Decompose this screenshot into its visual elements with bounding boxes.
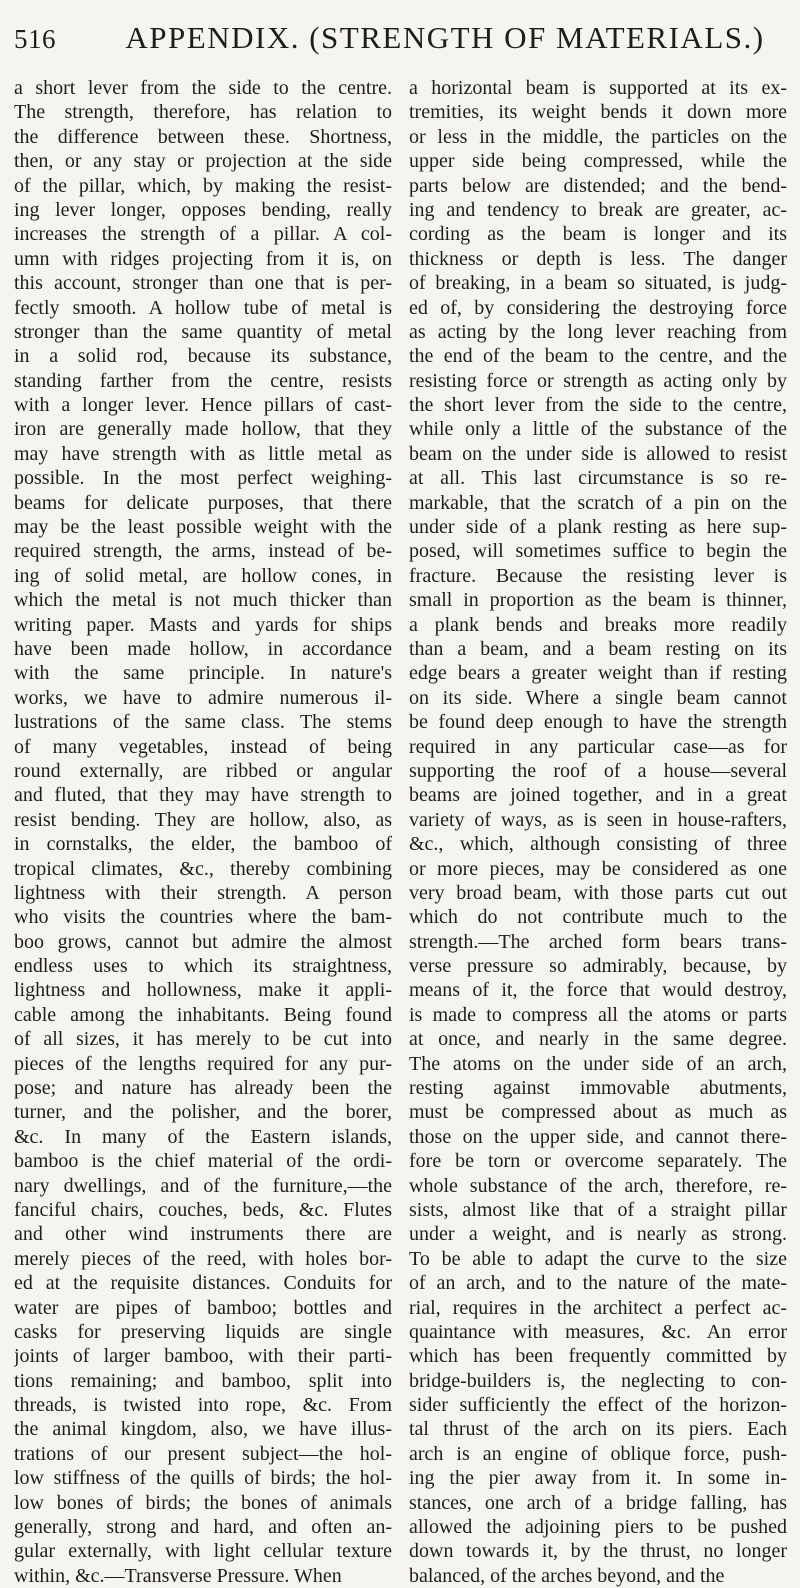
text-line: fracture. Because the resisting lever is bbox=[409, 564, 787, 587]
text-line: ed of, by considering the destroying force bbox=[409, 296, 787, 319]
text-line: upper side being compressed, while the bbox=[409, 150, 787, 173]
text-line: on its side. Where a single beam cannot bbox=[409, 686, 787, 709]
text-line: increases the strength of a pillar. A col- bbox=[14, 223, 392, 246]
text-line: merely pieces of the reed, with holes bor- bbox=[14, 1247, 392, 1270]
text-line: while only a little of the substance of the bbox=[409, 418, 787, 441]
text-line: means of it, the force that would destroy, bbox=[409, 979, 787, 1002]
text-line: at all. This last circumstance is so re- bbox=[409, 467, 787, 490]
page-number: 516 bbox=[14, 24, 56, 54]
text-line: small in proportion as the beam is thinner, bbox=[409, 589, 787, 612]
text-line: generally, strong and hard, and often an- bbox=[14, 1516, 392, 1539]
text-line: may have strength with as little metal as bbox=[14, 442, 392, 465]
text-line: tions remaining; and bamboo, split into bbox=[14, 1369, 392, 1392]
text-line: under side of a plank resting as here sup- bbox=[409, 516, 787, 539]
text-line: with the same principle. In nature's bbox=[14, 662, 392, 685]
text-line: trations of our present subject—the hol- bbox=[14, 1442, 392, 1465]
text-line: may be the least possible weight with the bbox=[14, 516, 392, 539]
text-line: whole substance of the arch, therefore, re- bbox=[409, 1174, 787, 1197]
text-line: must be compressed about as much as bbox=[409, 1101, 787, 1124]
text-line: writing paper. Masts and yards for ships bbox=[14, 613, 392, 636]
text-line: a plank bends and breaks more readily bbox=[409, 613, 787, 636]
text-line: resist bending. They are hollow, also, as bbox=[14, 808, 392, 831]
text-line: pose; and nature has already been the bbox=[14, 1077, 392, 1100]
text-line: variety of ways, as is seen in house-rafters, bbox=[409, 808, 787, 831]
text-line: umn with ridges projecting from it is, on bbox=[14, 247, 392, 270]
text-line: ing the pier away from it. In some in- bbox=[409, 1467, 787, 1490]
text-line: stronger than the same quantity of metal bbox=[14, 320, 392, 343]
running-head: APPENDIX. (STRENGTH OF MATERIALS.) bbox=[125, 20, 765, 55]
text-line: with a longer lever. Hence pillars of cast- bbox=[14, 394, 392, 417]
text-line: standing farther from the centre, resists bbox=[14, 369, 392, 392]
text-line: in cornstalks, the elder, the bamboo of bbox=[14, 833, 392, 856]
text-line: beams for delicate purposes, that there bbox=[14, 491, 392, 514]
text-line: joints of larger bamboo, with their parti- bbox=[14, 1345, 392, 1368]
text-line: than a beam, and a beam resting on its bbox=[409, 637, 787, 660]
text-line: balanced, of the arches beyond, and the bbox=[409, 1564, 725, 1587]
text-line: cording as the beam is longer and its bbox=[409, 223, 787, 246]
text-line: works, we have to admire numerous il- bbox=[14, 686, 392, 709]
text-line: gular externally, with light cellular texture bbox=[14, 1540, 392, 1563]
text-line: bamboo is the chief material of the ordi- bbox=[14, 1150, 392, 1173]
text-line: allowed the adjoining piers to be pushed bbox=[409, 1516, 787, 1539]
text-line: have been made hollow, in accordance bbox=[14, 637, 392, 660]
text-line: within, &c.—Transverse Pressure. When bbox=[14, 1564, 342, 1587]
text-line: tremities, its weight bends it down more bbox=[409, 101, 787, 124]
text-line: boo grows, cannot but admire the almost bbox=[14, 930, 392, 953]
text-line: then, or any stay or projection at the side bbox=[14, 150, 392, 173]
text-line: which the metal is not much thicker than bbox=[14, 589, 392, 612]
text-line: those on the upper side, and cannot there- bbox=[409, 1125, 787, 1148]
text-line: the difference between these. Shortness, bbox=[14, 125, 392, 148]
text-line: round externally, are ribbed or angular bbox=[14, 759, 392, 782]
text-line: tal thrust of the arch on its piers. Each bbox=[409, 1418, 787, 1441]
text-line: a short lever from the side to the centre. bbox=[14, 77, 392, 99]
text-line: a horizontal beam is supported at its ex- bbox=[409, 77, 787, 99]
text-line: threads, is twisted into rope, &c. From bbox=[14, 1394, 392, 1417]
text-line: of an arch, and to the nature of the mate- bbox=[409, 1272, 787, 1295]
text-line: required strength, the arms, instead of be- bbox=[14, 540, 392, 563]
page-header bbox=[14, 18, 786, 64]
text-line: cable among the inhabitants. Being found bbox=[14, 1003, 392, 1026]
text-line: endless uses to which its straightness, bbox=[14, 955, 392, 978]
text-line: arch is an engine of oblique force, push- bbox=[409, 1442, 787, 1465]
text-line: thickness or depth is less. The danger bbox=[409, 247, 787, 270]
text-line: sists, almost like that of a straight pillar bbox=[409, 1198, 787, 1221]
text-line: &c. In many of the Eastern islands, bbox=[14, 1125, 392, 1148]
text-line: beam on the under side is allowed to resist bbox=[409, 442, 787, 465]
text-line: lightness with their strength. A person bbox=[14, 881, 392, 904]
text-line: this account, stronger than one that is per- bbox=[14, 272, 392, 295]
text-line: pieces of the lengths required for any pur- bbox=[14, 1052, 392, 1075]
text-line: posed, will sometimes suffice to begin the bbox=[409, 540, 787, 563]
text-line: or less in the middle, the particles on the bbox=[409, 125, 787, 148]
text-line: lightness and hollowness, make it appli- bbox=[14, 979, 392, 1002]
text-line: The atoms on the under side of an arch, bbox=[409, 1052, 787, 1075]
left-column bbox=[14, 76, 392, 1588]
text-line: required in any particular case—as for bbox=[409, 735, 787, 758]
text-line: &c., which, although consisting of three bbox=[409, 833, 787, 856]
text-line: of all sizes, it has merely to be cut into bbox=[14, 1028, 392, 1051]
text-line: The strength, therefore, has relation to bbox=[14, 101, 392, 124]
text-line: lustrations of the same class. The stems bbox=[14, 711, 392, 734]
text-line: or more pieces, may be considered as one bbox=[409, 857, 787, 880]
text-line: of many vegetables, instead of being bbox=[14, 735, 392, 758]
text-line: and other wind instruments there are bbox=[14, 1223, 392, 1246]
text-line: which do not contribute much to the bbox=[409, 906, 787, 929]
text-line: fore be torn or overcome separately. The bbox=[409, 1150, 787, 1173]
text-line: down towards it, by the thrust, no longer bbox=[409, 1540, 787, 1563]
text-line: fectly smooth. A hollow tube of metal is bbox=[14, 296, 392, 319]
text-line: turner, and the polisher, and the borer, bbox=[14, 1101, 392, 1124]
text-line: ing lever longer, opposes bending, really bbox=[14, 198, 392, 221]
text-line: supporting the roof of a house—several bbox=[409, 759, 787, 782]
text-line: verse pressure so admirably, because, by bbox=[409, 955, 787, 978]
text-line: possible. In the most perfect weighing- bbox=[14, 467, 392, 490]
text-line: ing of solid metal, are hollow cones, in bbox=[14, 564, 392, 587]
text-line: strength.—The arched form bears trans- bbox=[409, 930, 787, 953]
text-line: casks for preserving liquids are single bbox=[14, 1320, 392, 1343]
text-line: under a weight, and is nearly as strong. bbox=[409, 1223, 787, 1246]
text-line: of breaking, in a beam so situated, is judg- bbox=[409, 272, 787, 295]
text-line: parts below are distended; and the bend- bbox=[409, 174, 787, 197]
text-line: at once, and nearly in the same degree. bbox=[409, 1028, 787, 1051]
text-line: the animal kingdom, also, we have illus- bbox=[14, 1418, 392, 1441]
text-line: edge bears a greater weight than if resting bbox=[409, 662, 787, 685]
text-line: be found deep enough to have the strength bbox=[409, 711, 787, 734]
text-line: water are pipes of bamboo; bottles and bbox=[14, 1296, 392, 1319]
text-line: quaintance with measures, &c. An error bbox=[409, 1320, 787, 1343]
text-line: the short lever from the side to the centre, bbox=[409, 394, 787, 417]
text-line: is made to compress all the atoms or parts bbox=[409, 1003, 787, 1026]
text-line: rial, requires in the architect a perfect ac- bbox=[409, 1296, 787, 1319]
text-line: nary dwellings, and of the furniture,—the bbox=[14, 1174, 392, 1197]
text-line: the end of the beam to the centre, and the bbox=[409, 345, 787, 368]
text-line: low bones of birds; the bones of animals bbox=[14, 1491, 392, 1514]
text-line: tropical climates, &c., thereby combining bbox=[14, 857, 392, 880]
text-line: resisting force or strength as acting only by bbox=[409, 369, 787, 392]
text-line: in a solid rod, because its substance, bbox=[14, 345, 392, 368]
text-line: markable, that the scratch of a pin on the bbox=[409, 491, 787, 514]
text-line: ing and tendency to break are greater, ac- bbox=[409, 198, 787, 221]
text-line: To be able to adapt the curve to the size bbox=[409, 1247, 787, 1270]
text-line: low stiffness of the quills of birds; the hol- bbox=[14, 1467, 392, 1490]
text-line: and fluted, that they may have strength to bbox=[14, 784, 392, 807]
text-line: iron are generally made hollow, that they bbox=[14, 418, 392, 441]
text-line: bridge-builders is, the neglecting to con- bbox=[409, 1369, 787, 1392]
text-line: beams are joined together, and in a great bbox=[409, 784, 787, 807]
text-line: fanciful chairs, couches, beds, &c. Flutes bbox=[14, 1198, 392, 1221]
right-column bbox=[409, 76, 787, 1588]
text-line: stances, one arch of a bridge falling, has bbox=[409, 1491, 787, 1514]
text-line: ed at the requisite distances. Conduits for bbox=[14, 1272, 392, 1295]
text-line: very broad beam, with those parts cut out bbox=[409, 881, 787, 904]
text-line: resting against immovable abutments, bbox=[409, 1077, 787, 1100]
text-line: as acting by the long lever reaching from bbox=[409, 320, 787, 343]
text-line: who visits the countries where the bam- bbox=[14, 906, 392, 929]
text-line: of the pillar, which, by making the resist- bbox=[14, 174, 392, 197]
text-line: which has been frequently committed by bbox=[409, 1345, 787, 1368]
text-line: sider sufficiently the effect of the horizon- bbox=[409, 1394, 787, 1417]
